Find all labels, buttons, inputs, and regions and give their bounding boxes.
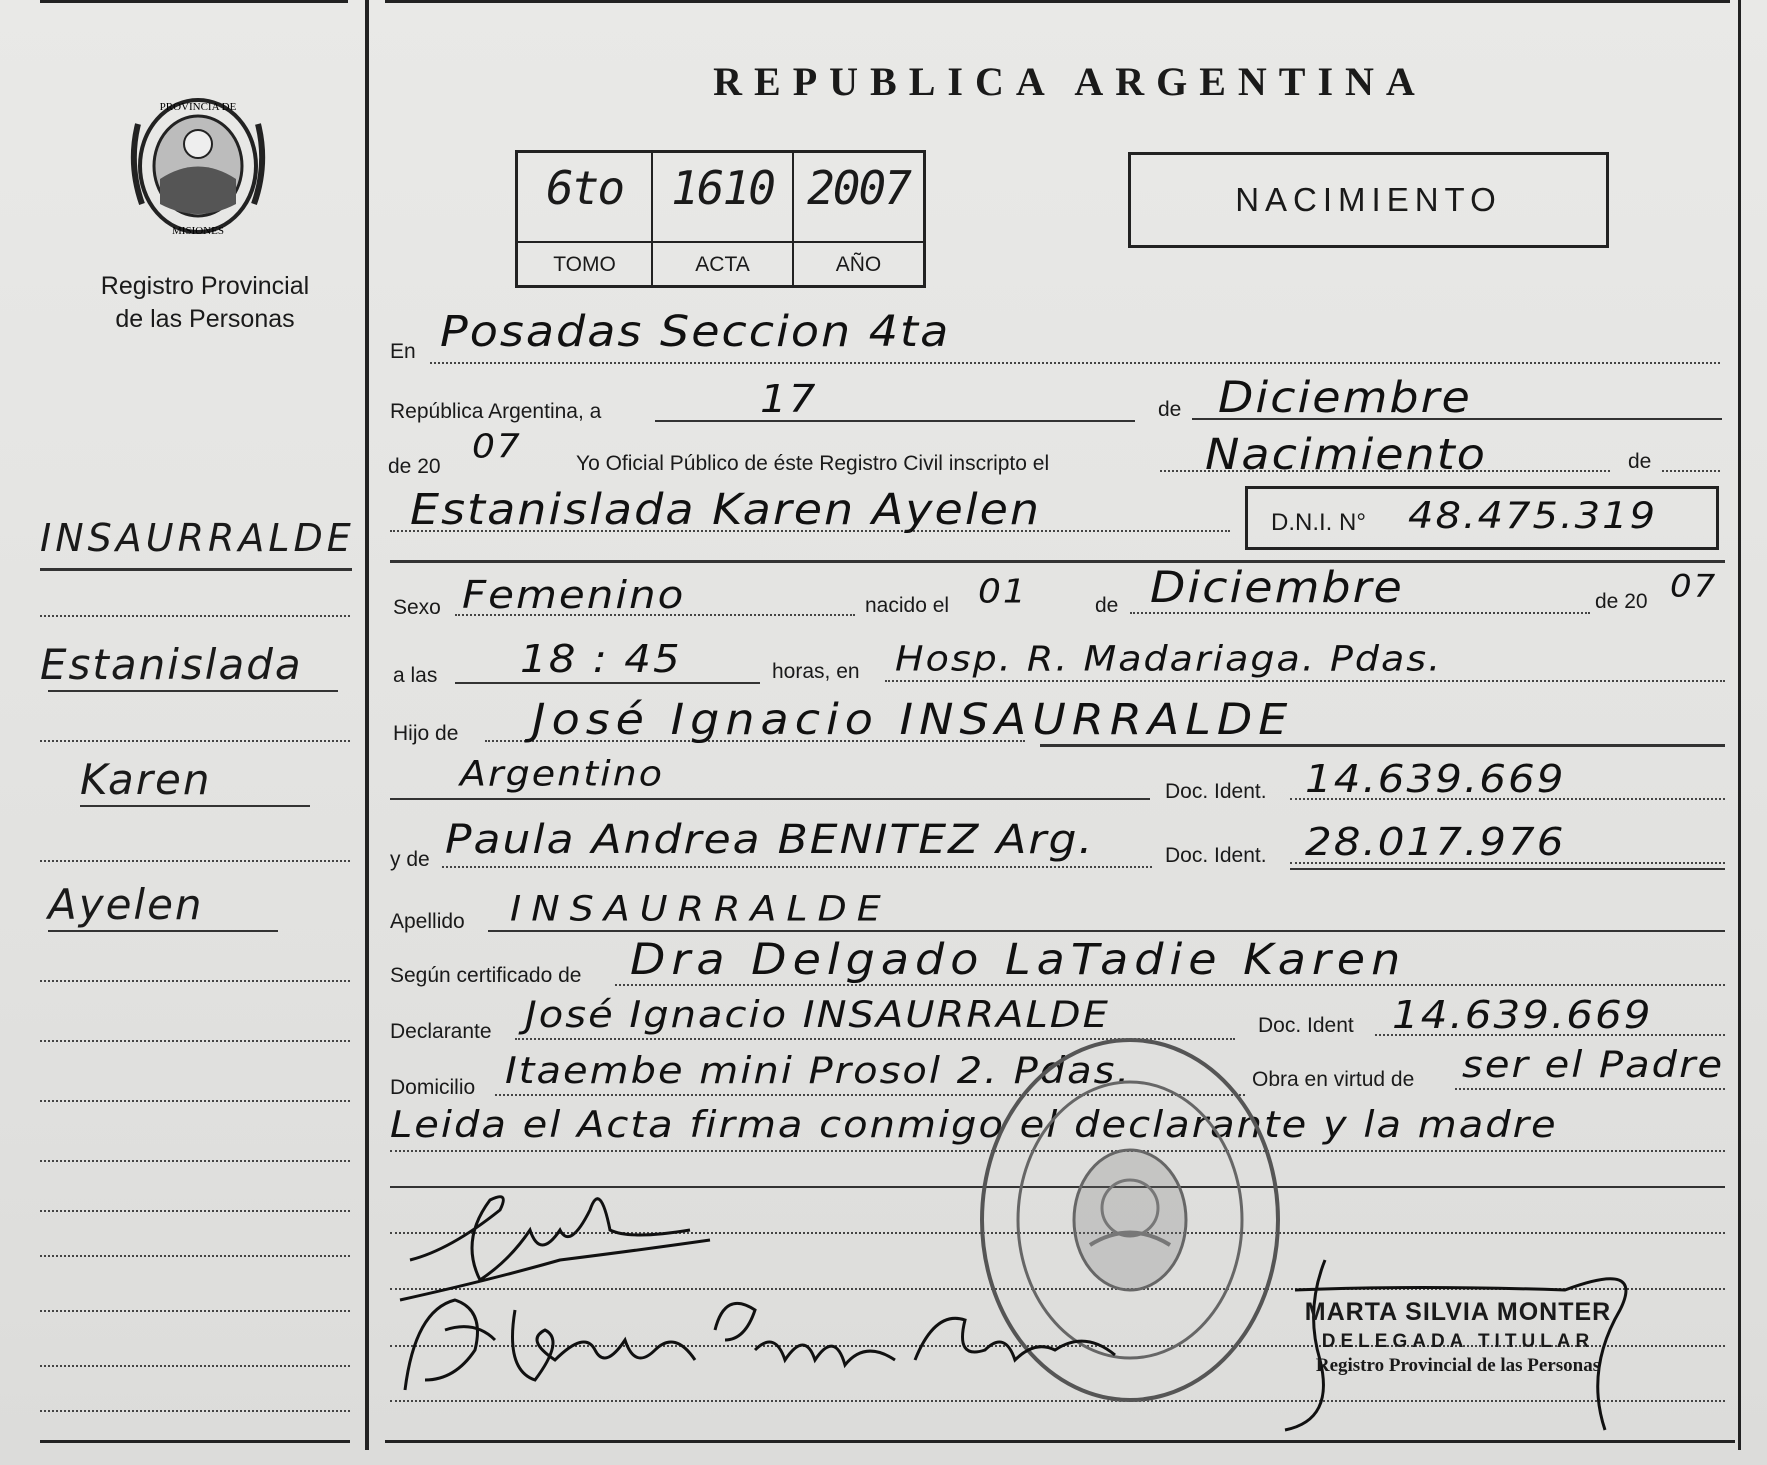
- nacido-anio-prefix: de 20: [1595, 590, 1648, 613]
- margin-name-3: Ayelen: [48, 880, 204, 929]
- declarante-value: José Ignacio INSAURRALDE: [525, 993, 1110, 1036]
- certificado-value: Dra Delgado LaTadie Karen: [630, 934, 1407, 984]
- margin-rule: [40, 568, 352, 571]
- acta-label: ACTA: [653, 241, 794, 287]
- line-dots: [442, 866, 1152, 868]
- line-dots: [1455, 1088, 1725, 1090]
- tomo-cell: [518, 153, 653, 241]
- mother-signature: [395, 1270, 1155, 1410]
- right-border: [1738, 0, 1741, 1450]
- official-signature-block: [1278, 1298, 1638, 1377]
- left-top-rule: [40, 0, 348, 3]
- margin-dots: [40, 615, 350, 617]
- registry-name-line2: de las Personas: [115, 305, 295, 333]
- padre-doc: 14.639.669: [1305, 755, 1566, 801]
- page-title: REPUBLICA ARGENTINA: [713, 59, 1427, 104]
- padre-doc-label: Doc. Ident.: [1165, 780, 1267, 803]
- margin-dots: [40, 1365, 350, 1367]
- registry-name-line1: Registro Provincial: [100, 272, 310, 300]
- nacido-mes: Diciembre: [1150, 562, 1404, 612]
- padre-nacionalidad: Argentino: [460, 753, 664, 794]
- margin-dots: [40, 1410, 350, 1412]
- dni-box: [1245, 486, 1719, 550]
- line-solid: [488, 930, 1725, 932]
- sexo-label: Sexo: [393, 596, 441, 619]
- acta-cell: [653, 153, 794, 241]
- book-reference-box: [515, 150, 926, 288]
- madre-value: Paula Andrea BENITEZ Arg.: [445, 816, 1095, 863]
- right-top-rule: [385, 0, 1730, 3]
- declarante-doc: 14.639.669: [1392, 991, 1653, 1037]
- acto-de: de: [1628, 450, 1652, 473]
- margin-dots: [40, 1255, 350, 1257]
- anio-label: AÑO: [794, 241, 923, 287]
- hora-label: a las: [393, 664, 438, 687]
- obra-label: Obra en virtud de: [1252, 1068, 1415, 1091]
- fecha-label: República Argentina, a: [390, 400, 602, 423]
- declarante-doc-label: Doc. Ident: [1258, 1014, 1354, 1037]
- madre-doc-label: Doc. Ident.: [1165, 844, 1267, 867]
- line-dots: [1130, 612, 1590, 614]
- line-solid: [1040, 744, 1725, 747]
- madre-doc: 28.017.976: [1305, 818, 1566, 864]
- margin-name-1: Estanislada: [40, 640, 303, 689]
- margin-rule: [48, 930, 278, 932]
- province-seal-icon: [118, 84, 278, 244]
- margin-name-2: Karen: [80, 755, 212, 804]
- margin-dots: [40, 1100, 350, 1102]
- line-dots: [430, 362, 1720, 364]
- padre-label: Hijo de: [393, 722, 459, 745]
- line-solid: [390, 560, 1725, 563]
- tomo-label: TOMO: [518, 241, 653, 287]
- en-value: Posadas Seccion 4ta: [440, 306, 951, 356]
- anio-cell: [794, 153, 923, 241]
- dni-label: D.N.I. N°: [1271, 509, 1366, 536]
- line-solid: [455, 682, 760, 684]
- nacido-label: nacido el: [865, 594, 950, 617]
- line-solid: [390, 798, 1150, 800]
- svg-text:PROVINCIA DE: PROVINCIA DE: [159, 101, 237, 113]
- domicilio-label: Domicilio: [390, 1076, 476, 1099]
- line-dots: [1662, 470, 1720, 472]
- nacido-de: de: [1095, 594, 1119, 617]
- margin-dots: [40, 740, 350, 742]
- official-role: DELEGADA TITULAR: [1321, 1331, 1595, 1352]
- record-type-box: NACIMIENTO: [1128, 152, 1609, 248]
- margin-rule: [80, 805, 310, 807]
- fecha-mes: Diciembre: [1218, 372, 1472, 422]
- nacido-dia: 01: [978, 573, 1028, 611]
- line-dots: [615, 984, 1725, 986]
- margin-dots: [40, 860, 350, 862]
- margin-dots: [40, 1040, 350, 1042]
- margin-dots: [40, 980, 350, 982]
- anio-value: 2007: [807, 161, 910, 215]
- hora-value: 18 : 45: [520, 635, 682, 681]
- margin-dots: [40, 1210, 350, 1212]
- nacido-anio: 07: [1670, 568, 1718, 605]
- lugar-value: Hosp. R. Madariaga. Pdas.: [895, 638, 1443, 679]
- oficial-text: Yo Oficial Público de éste Registro Civil inscripto el: [576, 452, 1050, 475]
- margin-rule: [48, 690, 338, 692]
- padre-value: José Ignacio INSAURRALDE: [532, 694, 1294, 744]
- domicilio-value: Itaembe mini Prosol 2. Pdas.: [505, 1049, 1132, 1092]
- obra-value: ser el Padre: [1462, 1043, 1725, 1086]
- official-institution: Registro Provincial de las Personas: [1315, 1355, 1601, 1376]
- en-label: En: [390, 340, 416, 363]
- fecha-de: de: [1158, 398, 1182, 421]
- certificado-label: Según certificado de: [390, 964, 582, 987]
- acta-value: 1610: [671, 161, 774, 215]
- margin-dots: [40, 1310, 350, 1312]
- svg-text:MISIONES: MISIONES: [172, 225, 224, 237]
- anio-acto-value: 07: [472, 428, 522, 466]
- dni-value: 48.475.319: [1408, 494, 1658, 537]
- acto-tipo: Nacimiento: [1205, 429, 1487, 479]
- closing-text: Leida el Acta firma conmigo el declarante y la madre: [390, 1103, 1558, 1146]
- lugar-label: horas, en: [772, 660, 860, 683]
- right-bottom-rule: [385, 1440, 1735, 1443]
- left-bottom-rule: [40, 1440, 350, 1443]
- registry-name: [60, 270, 350, 336]
- apellido-label: Apellido: [390, 910, 465, 933]
- fecha-dia: 17: [760, 375, 818, 421]
- official-name: MARTA SILVIA MONTER: [1304, 1298, 1612, 1326]
- madre-label: y de: [390, 848, 430, 871]
- line-dots: [885, 680, 1725, 682]
- column-divider: [365, 0, 369, 1450]
- tomo-value: 6to: [545, 161, 624, 215]
- line-solid: [1290, 868, 1725, 870]
- declarante-label: Declarante: [390, 1020, 492, 1043]
- apellido-value: INSAURRALDE: [510, 888, 891, 929]
- line-solid: [655, 420, 1135, 422]
- margin-surname: INSAURRALDE: [40, 516, 355, 560]
- child-name: Estanislada Karen Ayelen: [410, 484, 1042, 534]
- sexo-value: Femenino: [462, 571, 686, 617]
- margin-dots: [40, 1160, 350, 1162]
- anio-prefix: de 20: [388, 455, 441, 478]
